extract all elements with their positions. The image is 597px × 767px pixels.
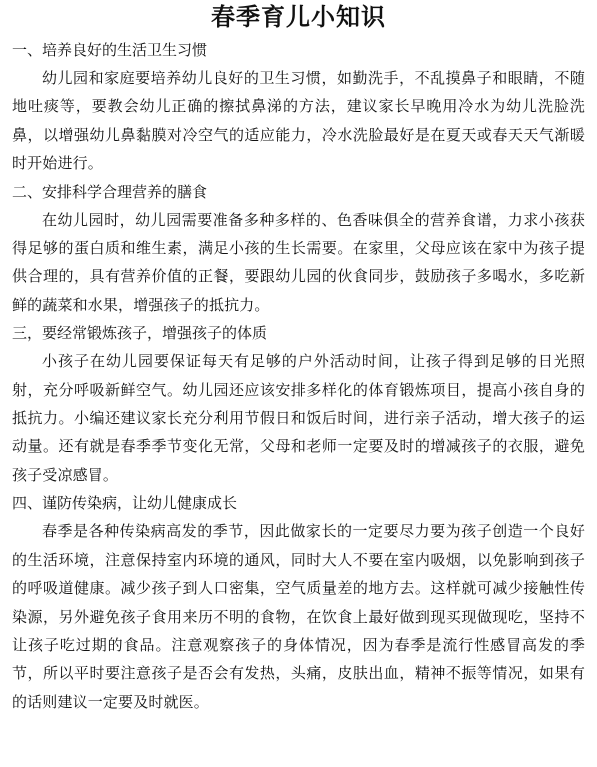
section-heading: 二、安排科学合理营养的膳食	[12, 182, 208, 201]
section-heading: 四、谨防传染病，让幼儿健康成长	[12, 494, 238, 513]
section-2	[12, 178, 585, 320]
section-4	[12, 489, 585, 716]
section-body: 小孩子在幼儿园要保证每天有足够的户外活动时间，让孩子得到足够的日光照射，充分呼吸新鲜空气。幼儿园还应该安排多样化的体育锻炼项目，提高小孩自身的抵抗力。小编还建议家长充分利用节假日和饭后时间，进行亲子活动，增大孩子的运动量。还有就是春季季节变化无常，父母和老师一定要及时的增减孩子的衣服，避免孩子受凉感冒。	[12, 352, 585, 484]
page-title: 春季育儿小知识	[211, 2, 386, 31]
section-body: 幼儿园和家庭要培养幼儿良好的卫生习惯，如勤洗手，不乱摸鼻子和眼睛，不随地吐痰等，要教会幼儿正确的擦拭鼻涕的方法，建议家长早晚用冷水为幼儿洗脸洗鼻，以增强幼儿鼻黏膜对冷空气的适应能力，冷水洗脸最好是在夏天或春天天气渐暖时开始进行。	[12, 69, 585, 173]
section-heading: 一、培养良好的生活卫生习惯	[12, 41, 208, 59]
section-1	[12, 36, 585, 178]
section-body: 春季是各种传染病高发的季节，因此做家长的一定要尽力要为孩子创造一个良好的生活环境，注意保持室内环境的通风，同时大人不要在室内吸烟，以免影响到孩子的呼吸道健康。减少孩子到人口密集，空气质量差的地方去。这样就可减少接触性传染源，另外避免孩子食用来历不明的食物，在饮食上最好做到现买现做现吃，坚持不让孩子吃过期的食品。注意观察孩子的身体情况，因为春季是流行性感冒高发的季节，所以平时要注意孩子是否会有发热，头痛，皮肤出血，精神不振等情况，如果有的话则建议一定要及时就医。	[12, 522, 585, 711]
section-heading: 三，要经常锻炼孩子，增强孩子的体质	[12, 324, 268, 343]
section-body: 在幼儿园时，幼儿园需要准备多种多样的、色香味俱全的营养食谱，力求小孩获得足够的蛋白质和维生素，满足小孩的生长需要。在家里，父母应该在家中为孩子提供合理的，具有营养价值的正餐，要跟幼儿园的伙食同步，鼓励孩子多喝水，多吃新鲜的蔬菜和水果，增强孩子的抵抗力。	[12, 210, 585, 314]
section-3	[12, 319, 585, 489]
